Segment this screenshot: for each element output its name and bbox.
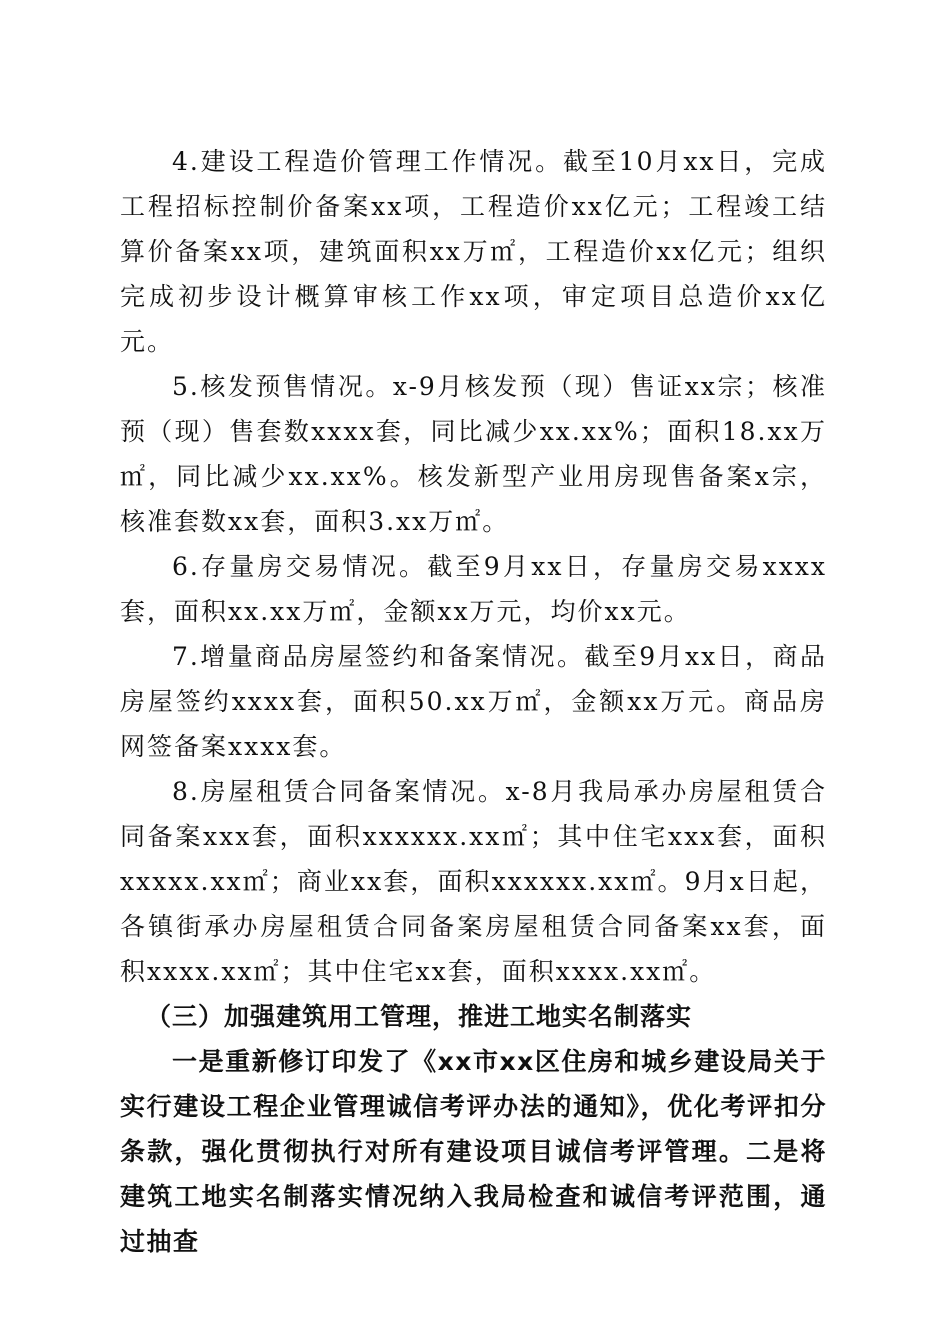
paragraph-new-housing-contracts: 7.增量商品房屋签约和备案情况。截至9月xx日，商品房屋签约xxxx套，面积50.xx万㎡，金额xx万元。商品房网签备案xxxx套。 — [120, 642, 827, 761]
paragraph-labor-management: 一是重新修订印发了《xx市xx区住房和城乡建设局关于实行建设工程企业管理诚信考评办法的通知》，优化考评扣分条款，强化贯彻执行对所有建设项目诚信考评管理。二是将建筑工地实名制落实情况纳入我局检查和诚信考评范围，通过抽查 — [120, 1047, 827, 1256]
paragraph-presale-permits: 5.核发预售情况。x-9月核发预（现）售证xx宗；核准预（现）售套数xxxx套，同比减少xx.xx%；面积18.xx万㎡，同比减少xx.xx%。核发新型产业用房现售备案x宗，核准套数xx套，面积3.xx万㎡。 — [120, 372, 827, 536]
section-heading: （三）加强建筑用工管理，推进工地实名制落实 — [146, 1002, 693, 1031]
paragraph-cost-management: 4.建设工程造价管理工作情况。截至10月xx日，完成工程招标控制价备案xx项，工程造价xx亿元；工程竣工结算价备案xx项，建筑面积xx万㎡，工程造价xx亿元；组织完成初步设计概算审核工作xx项，审定项目总造价xx亿元。 — [120, 147, 827, 356]
paragraph-existing-housing: 6.存量房交易情况。截至9月xx日，存量房交易xxxx套，面积xx.xx万㎡，金额xx万元，均价xx元。 — [120, 552, 827, 626]
document-page — [120, 139, 827, 1264]
paragraph-lease-filing: 8.房屋租赁合同备案情况。x-8月我局承办房屋租赁合同备案xxx套，面积xxxxxx.xx㎡；其中住宅xxx套，面积xxxxx.xx㎡；商业xx套，面积xxxxxx.xx㎡。9月x日起，各镇街承办房屋租赁合同备案房屋租赁合同备案xx套，面积xxxx.xx㎡；其中住宅xx套，面积xxxx.xx㎡。 — [120, 777, 827, 986]
